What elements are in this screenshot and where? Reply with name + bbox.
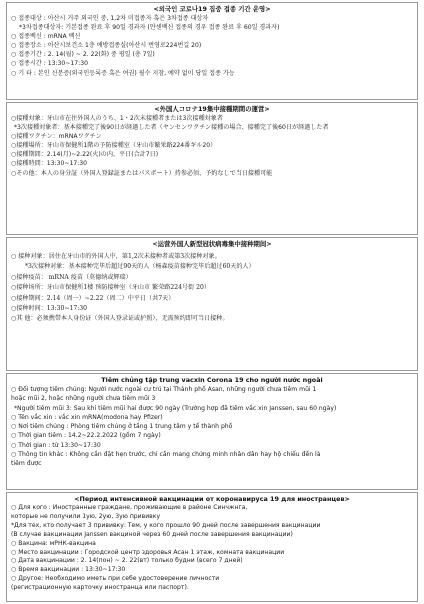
chinese-line: ○接种时间：13:30~17:30 <box>11 305 88 313</box>
korean-title: <외국인 코로나19 집중 접종 기간 운영> <box>153 5 271 13</box>
korean-line: ○ 접종대상 : 아산시 거주 외국인 중, 1,2차 미접종자 혹은 3차접종 대상자 <box>11 15 209 22</box>
notice-page <box>6 2 418 604</box>
korean-line: ○ 접종백신 : mRNA 백신 <box>11 33 81 41</box>
vietnamese-line: ○ Thời gian : từ 13:30~17:30 <box>11 441 101 449</box>
vietnamese-line: ○ Thông tin khác : Không cần đặt hẹn trước, chỉ cần mang chứng minh nhân dân hay hộ chiếu đến là <box>11 451 321 459</box>
japanese-line: ○接種対象：牙山市在住外国人のうち、1・2次未接種者または3次接種対象者 <box>11 115 223 122</box>
russian-line: *Для тех, кто получает 3 прививку: Тем, у кого прошло 90 дней после завершения вакцинации <box>11 521 321 529</box>
japanese-section <box>6 102 418 235</box>
vietnamese-line: ○ Tên vắc xin : vắc xin mRNA(modona hay Pfizer) <box>11 413 163 421</box>
chinese-line: ○其 他：必须携带本人身份证（外国人登录证或护照），无需预约即可当日接种。 <box>11 315 229 323</box>
chinese-line: ○接种场所：牙山市保健所1楼 预防接种室（牙山市 繁荣路224号街 20） <box>11 284 210 292</box>
korean-line: ○ 접종기간 : 2. 14(월) ~ 2. 22(화) 중 평일 (총 7일) <box>11 51 155 59</box>
russian-line: ○ Место вакцинации : Городской центр здоровья Асан 1 этаж, комната вакцинации <box>11 548 285 556</box>
chinese-line: ○接种期间：2.14（周一）~2.22（周二）中平日（共7天） <box>11 294 175 302</box>
korean-line: ○ 접종장소 : 아산시보건소 1층 예방접종실(아산시 번영로224번길 20) <box>11 42 202 50</box>
korean-line: *3차접종대상자: 기본접종 완료 후 90일 경과자 (얀센백신 접종의 경우 접종 완료 후 60일 경과자) <box>19 24 280 32</box>
japanese-line: ○接種場所：牙山市保健所1階の予防接種室（牙山市繁栄路224番ギル20） <box>11 142 217 150</box>
japanese-line: ○接種ワクチン：mRNAワクチン <box>11 133 102 141</box>
russian-line: ○ Время вакцинации : 13:30~17:30 <box>11 566 126 574</box>
russian-line: которые не получили 1ую, 2ую, 3ую прививку <box>11 512 161 520</box>
vietnamese-line: *Người tiêm mũi 3: Sau khi tiêm mũi hai được 90 ngày (Trường hợp đã tiêm vắc xin Janssen, sau 60 ngày) <box>14 404 337 412</box>
russian-line: ○ Вакцина: мРНК-вакцина <box>11 539 96 547</box>
korean-line: ○ 기 타 : 본인 신분증(외국인등록증 혹은 여권) 필수 지참, 예약 없이 당일 접종 가능 <box>11 69 235 77</box>
russian-section <box>6 492 418 602</box>
vietnamese-line: ○ Đối tượng tiêm chủng: Người nước ngoài cư trú tại Thành phố Asan, những người chưa tiêm mũi 1 <box>11 386 317 393</box>
vietnamese-line: tiêm được <box>11 460 42 468</box>
russian-title: <Период интенсивной вакцинации от коронавируса 19 для иностранцев> <box>74 495 350 503</box>
chinese-section <box>6 237 418 371</box>
chinese-line: ○接种疫苗： mRNA 疫苗（莫德纳或辉瑞） <box>11 273 132 281</box>
japanese-line: ○その他：本人の身分証（外国人登録証またはパスポート）持参必須、予約なしで当日接種可能 <box>11 169 273 177</box>
chinese-line: ○ 接种对象：居住在牙山市的外国人中，第1,2次未接种者或第3次接种对象。 <box>11 253 221 260</box>
vietnamese-section <box>6 373 418 490</box>
vietnamese-line: hoặc mũi 2, hoặc những người chưa tiêm mũi 3 <box>11 395 156 403</box>
vietnamese-line: ○ Thời gian tiêm : 14.2~22.2.2022 (gồm 7 ngày) <box>11 432 161 440</box>
korean-line: ○ 접종시간 : 13:30~17:30 <box>11 60 88 68</box>
russian-line: (регистрационную карточку иностранца или паспорт). <box>11 584 189 592</box>
vietnamese-title: Tiêm chủng tập trung vacxin Corona 19 cho người nước ngoài <box>101 376 323 384</box>
japanese-line: *3次接種対象者：基本接種完了後90日が経過した者（ヤンセンワクチン接種の場合、接種完了後60日が経過した者 <box>14 124 329 132</box>
japanese-line: ○接種期間：2.14(月)~2.22(火)の内、平日(合計7日) <box>11 151 159 159</box>
russian-line: ○ Для кого : Иностранные граждане, проживающие в районе Синчжнга, <box>11 504 248 511</box>
chinese-line: *3次接种对象：基本接种完毕后超过90天的人（杨森疫苗接种完毕后超过60天的人） <box>25 263 255 271</box>
russian-line: ○ Другое: Необходимо иметь при себе удостоверение личности <box>11 575 220 583</box>
japanese-line: ○接種時間：13:30~17:30 <box>11 160 88 168</box>
japanese-title: <外国人コロナ19集中接種期間の運営> <box>154 105 270 113</box>
chinese-title: <运营外国人新型冠状病毒集中接种期间> <box>152 240 272 248</box>
korean-section <box>6 2 418 100</box>
russian-line: ○ Дата вакцинации : 2. 14(пон) ~ 2. 22(вт) только будни (всего 7 дней) <box>11 557 243 565</box>
russian-line: (В случае вакцинации Janssen вакциной через 60 дней после завершения вакцинации) <box>11 530 293 538</box>
vietnamese-line: ○ Nơi tiêm chủng : Phòng tiêm chủng ở tầng 1 trung tâm y tế thành phố <box>11 423 233 431</box>
